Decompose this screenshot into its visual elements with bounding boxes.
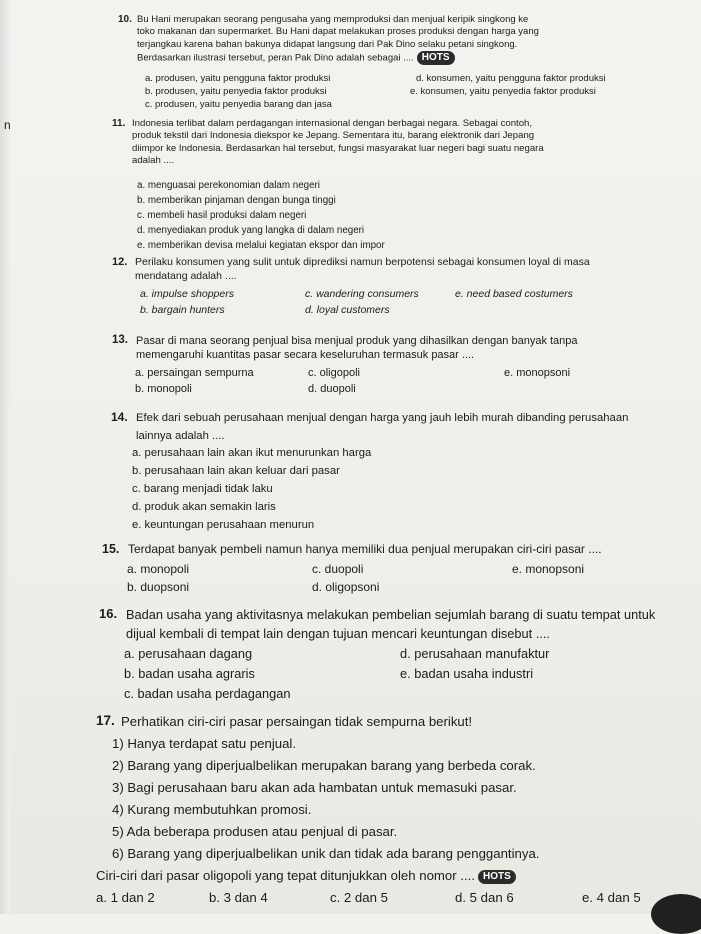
option-c[interactable]: c. duopoli [312,562,364,576]
hots-badge: HOTS [478,870,516,884]
stem-line: produk tekstil dari Indonesia diekspor ke Jepang. Sementara itu, barang elektronik dari Jepang [132,130,535,142]
question-stem [135,256,695,283]
option-a[interactable]: a. perusahaan lain akan ikut menurunkan harga [132,447,372,459]
statement-item: 3) Bagi perusahaan baru akan ada hambatan untuk memasuki pasar. [112,780,517,795]
option-e[interactable]: e. konsumen, yaitu penyedia faktor produksi [410,86,596,97]
option-d[interactable]: d. produk akan semakin laris [132,501,276,513]
option-a[interactable]: a. menguasai perekonomian dalam negeri [137,180,320,191]
option-b[interactable]: b. badan usaha agraris [124,666,255,681]
question-number: 10. [118,14,132,25]
question-stem [136,334,696,363]
option-c[interactable]: c. barang menjadi tidak laku [132,483,273,495]
hots-badge: HOTS [417,51,455,65]
stem-line: terjangkau karena bahan bakunya didapat langsung dari Pak Dino selaku petani singkong. [137,38,518,50]
stem-line: lainnya adalah .... [136,429,225,442]
question-number: 17. [96,713,115,728]
stem-line: toko makanan dan supermarket. Bu Hani dapat melakukan proses produksi dengan harga yang [137,26,539,38]
question-number: 13. [112,334,128,346]
option-d[interactable]: d. duopoli [308,383,356,395]
option-b[interactable]: b. 3 dan 4 [209,890,268,905]
option-c[interactable]: c. oligopoli [308,367,360,379]
option-e[interactable]: e. need based costumers [455,288,573,300]
option-c[interactable]: c. produsen, yaitu penyedia barang dan jasa [145,99,332,110]
question-stem [132,118,697,168]
option-d[interactable]: d. oligopsoni [312,580,380,594]
option-d[interactable]: d. 5 dan 6 [455,890,514,905]
option-e[interactable]: e. keuntungan perusahaan menurun [132,519,315,531]
stem-line: adalah .... [132,155,175,167]
option-b[interactable]: b. duopsoni [127,580,190,594]
option-b[interactable]: b. memberikan pinjaman dengan bunga tinggi [137,195,336,206]
option-a[interactable]: a. 1 dan 2 [96,890,155,905]
option-d[interactable]: d. konsumen, yaitu pengguna faktor produksi [416,73,606,84]
question-intro: Perhatikan ciri-ciri pasar persaingan tidak sempurna berikut! [121,714,473,729]
statement-item: 4) Kurang membutuhkan promosi. [112,802,312,817]
statement-item: 2) Barang yang diperjualbelikan merupakan barang yang berbeda corak. [112,758,536,773]
option-d[interactable]: d. perusahaan manufaktur [400,646,550,661]
question-prompt: Ciri-ciri dari pasar oligopoli yang tepat ditunjukkan oleh nomor .... HOTS [96,868,516,884]
question-number: 14. [111,410,128,424]
option-e[interactable]: e. 4 dan 5 [582,890,641,905]
stem-line: Efek dari sebuah perusahaan menjual dengan harga yang jauh lebih murah dibanding perusahaan [136,412,629,424]
statement-item: 1) Hanya terdapat satu penjual. [112,736,297,751]
question-stem [128,542,698,558]
question-number: 16. [99,606,118,621]
option-b[interactable]: b. bargain hunters [140,304,225,316]
stem-line: Indonesia terlibat dalam perdagangan internasional dengan berbagai negara. Sebagai contoh, [132,118,533,129]
page-corner-shadow [651,894,701,934]
question-stem [137,14,697,65]
option-b[interactable]: b. monopoli [135,383,192,395]
option-a[interactable]: a. monopoli [127,562,190,576]
stem-line: Perilaku konsumen yang sulit untuk diprediksi namun berpotensi sebagai konsumen loyal di masa [135,256,590,268]
stem-line: Bu Hani merupakan seorang pengusaha yang memproduksi dan menjual keripik singkong ke [137,14,529,25]
stem-line: Terdapat banyak pembeli namun hanya memiliki dua penjual merupakan ciri-ciri pasar .... [128,542,602,556]
option-e[interactable]: e. memberikan devisa melalui kegiatan ekspor dan impor [137,240,385,251]
question-number: 12. [112,256,128,268]
option-c[interactable]: c. wandering consumers [305,288,419,300]
option-d[interactable]: d. loyal customers [305,304,390,316]
option-e[interactable]: e. monopsoni [512,562,585,576]
stem-line: Badan usaha yang aktivitasnya melakukan pembelian sejumlah barang di suatu tempat untuk [126,607,656,622]
option-b[interactable]: b. perusahaan lain akan keluar dari pasar [132,465,340,477]
question-number: 15. [102,542,120,556]
stem-line: Pasar di mana seorang penjual bisa menjual produk yang dihasilkan dengan banyak tanpa [136,335,578,347]
option-c[interactable]: c. badan usaha perdagangan [124,686,291,701]
question-10 [0,0,701,130]
stem-line: memengaruhi kuantitas pasar secara keseluruhan termasuk pasar .... [136,349,475,362]
option-a[interactable]: a. impulse shoppers [140,288,234,300]
statement-item: 6) Barang yang diperjualbelikan unik dan tidak ada barang penggantinya. [112,846,540,861]
option-a[interactable]: a. produsen, yaitu pengguna faktor produksi [145,73,331,84]
option-c[interactable]: c. membeli hasil produksi dalam negeri [137,210,307,221]
stem-line: dijual kembali di tempat lain dengan tujuan mencari keuntungan disebut .... [126,625,550,641]
margin-mark: n [4,118,11,132]
option-d[interactable]: d. menyediakan produk yang langka di dalam negeri [137,225,365,236]
question-stem [126,606,701,643]
option-a[interactable]: a. persaingan sempurna [135,367,254,379]
statement-item: 5) Ada beberapa produsen atau penjual di pasar. [112,824,398,839]
page-left-edge [0,0,10,914]
stem-line: diimpor ke Indonesia. Berdasarkan hal tersebut, fungsi masyarakat luar negeri bagi suatu negara [132,142,544,154]
option-e[interactable]: e. badan usaha industri [400,666,534,681]
question-number: 11. [112,118,126,129]
option-c[interactable]: c. 2 dan 5 [330,890,388,905]
question-stem [136,410,701,445]
option-b[interactable]: b. produsen, yaitu penyedia faktor produksi [145,86,327,97]
stem-line: Berdasarkan ilustrasi tersebut, peran Pak Dino adalah sebagai .... HOTS [137,51,697,65]
option-a[interactable]: a. perusahaan dagang [124,646,253,661]
stem-line: mendatang adalah .... [135,269,237,282]
option-e[interactable]: e. monopsoni [504,367,571,379]
